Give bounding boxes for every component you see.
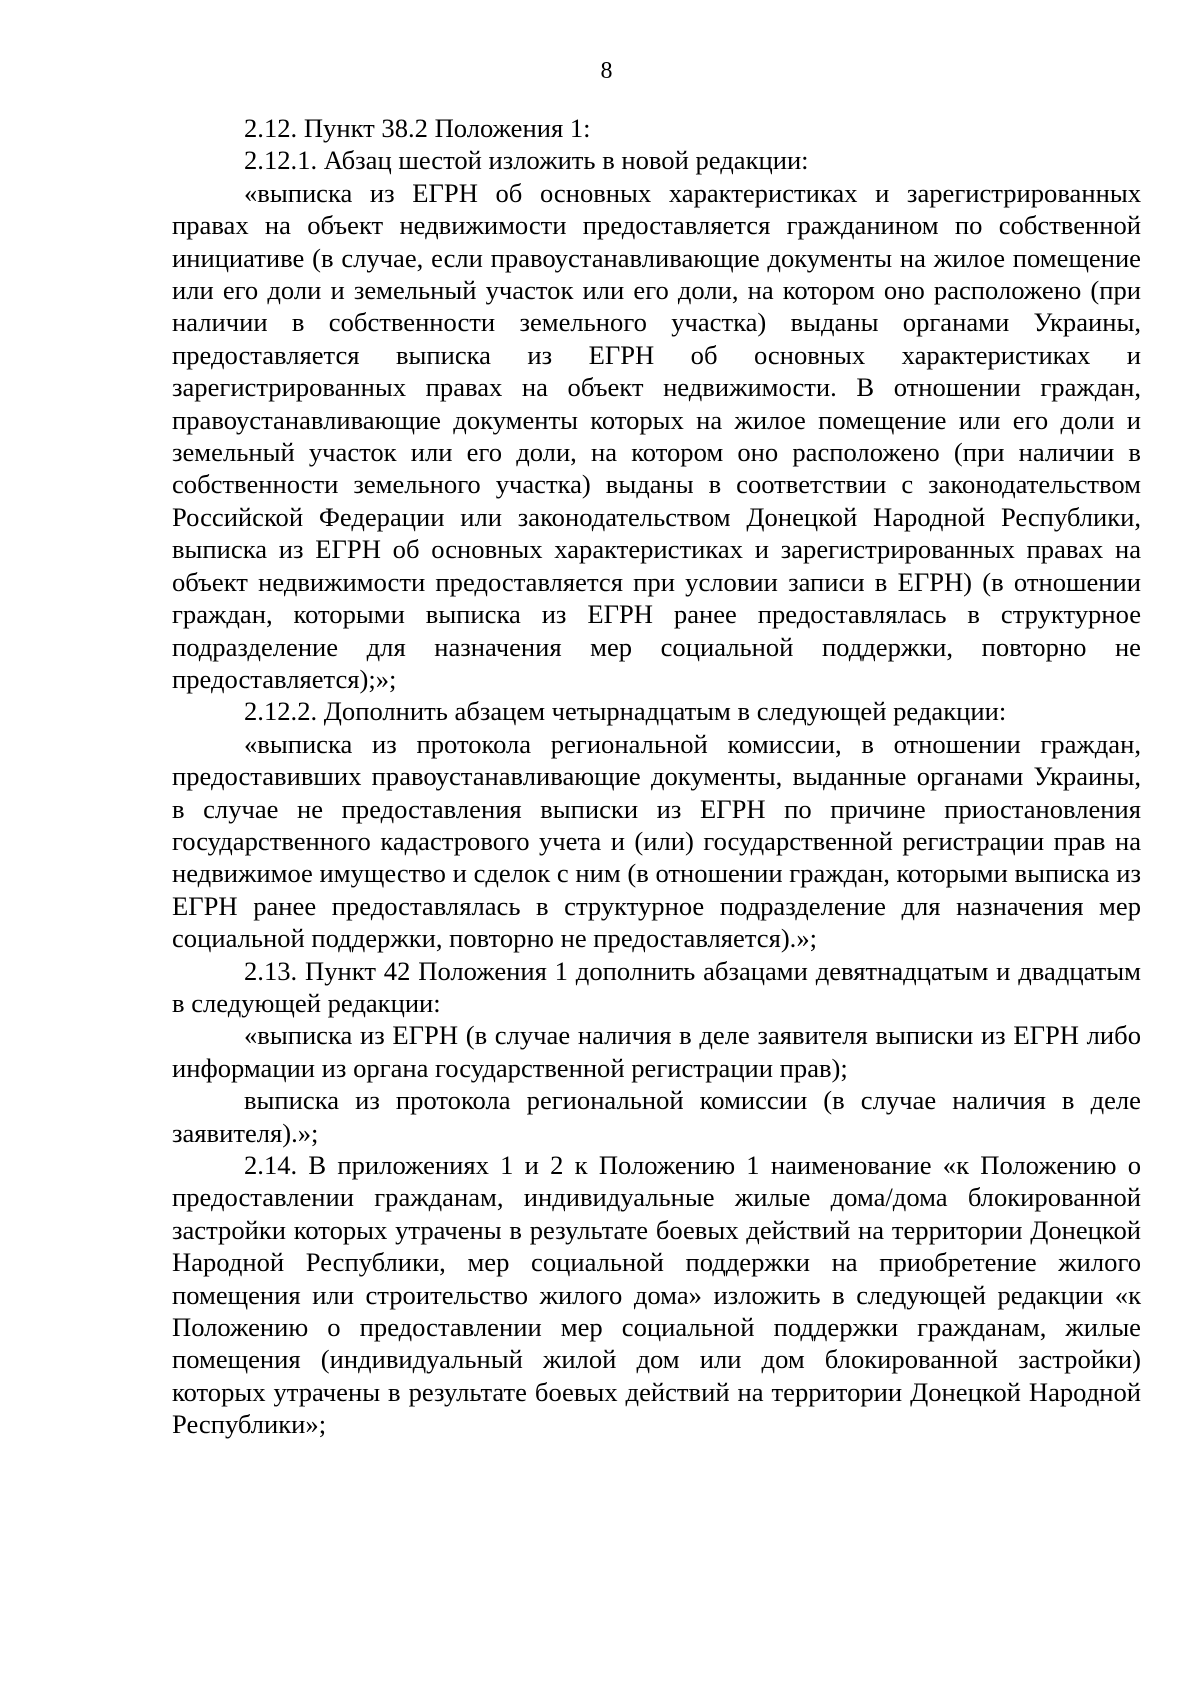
- paragraph-egrn-extract-quote: «выписка из ЕГРН об основных характеристиках и зарегистрированных правах на объект недвижимости предоставляется гражданином по собственной инициативе (в случае, если правоустанавливающие документы на жилое помещение или его доли и земельный участок или его доли, на котором оно расположено (при наличии в собственности земельного участка) выданы органами Украины, предоставляется выписка из ЕГРН об основных характеристиках и зарегистрированных правах на объект недвижимости. В отношении граждан, правоустанавливающие документы которых на жилое помещение или его доли и земельный участок или его доли, на котором оно расположено (при наличии в собственности земельного участка) выданы в соответствии с законодательством Российской Федерации или законодательством Донецкой Народной Республики, выписка из ЕГРН об основных характеристиках и зарегистрированных правах на объект недвижимости предоставляется при условии записи в ЕГРН) (в отношении граждан, которыми выписка из ЕГРН ранее предоставлялась в структурное подразделение для назначения мер социальной поддержки, повторно не предоставляется);»;: [172, 177, 1141, 694]
- paragraph-egrn-extract-item: «выписка из ЕГРН (в случае наличия в деле заявителя выписки из ЕГРН либо информации из органа государственной регистрации прав);: [172, 1020, 1141, 1083]
- paragraph-commission-protocol-item: выписка из протокола региональной комиссии (в случае наличия в деле заявителя).»;: [172, 1085, 1141, 1148]
- paragraph-commission-protocol-quote: «выписка из протокола региональной комиссии, в отношении граждан, предоставивших правоустанавливающие документы, выданные органами Украины, в случае не предоставления выписки из ЕГРН по причине приостановления государственного кадастрового учета и (или) государственной регистрации прав на недвижимое имущество и сделок с ним (в отношении граждан, которыми выписка из ЕГРН ранее предоставлялась в структурное подразделение для назначения мер социальной поддержки, повторно не предоставляется).»;: [172, 728, 1141, 954]
- paragraph-2-12: 2.12. Пункт 38.2 Положения 1:: [244, 113, 591, 143]
- paragraph-2-14: 2.14. В приложениях 1 и 2 к Положению 1 наименование «к Положению о предоставлении гражданам, индивидуальные жилые дома/дома блокированной застройки которых утрачены в результате боевых действий на территории Донецкой Народной Республики, мер социальной поддержки на приобретение жилого помещения или строительство жилого дома» изложить в следующей редакции «к Положению о предоставлении мер социальной поддержки гражданам, жилые помещения (индивидуальный жилой дом или дом блокированной застройки) которых утрачены в результате боевых действий на территории Донецкой Народной Республики»;: [172, 1150, 1141, 1440]
- paragraph-2-12-1: 2.12.1. Абзац шестой изложить в новой редакции:: [244, 145, 809, 176]
- paragraph-2-12-2: 2.12.2. Дополнить абзацем четырнадцатым в следующей редакции:: [244, 696, 1007, 727]
- page-number: 8: [600, 58, 613, 84]
- document-body: [172, 112, 1141, 1441]
- paragraph-2-13: 2.13. Пункт 42 Положения 1 дополнить абзацами девятнадцатым и двадцатым в следующей редакции:: [172, 955, 1141, 1018]
